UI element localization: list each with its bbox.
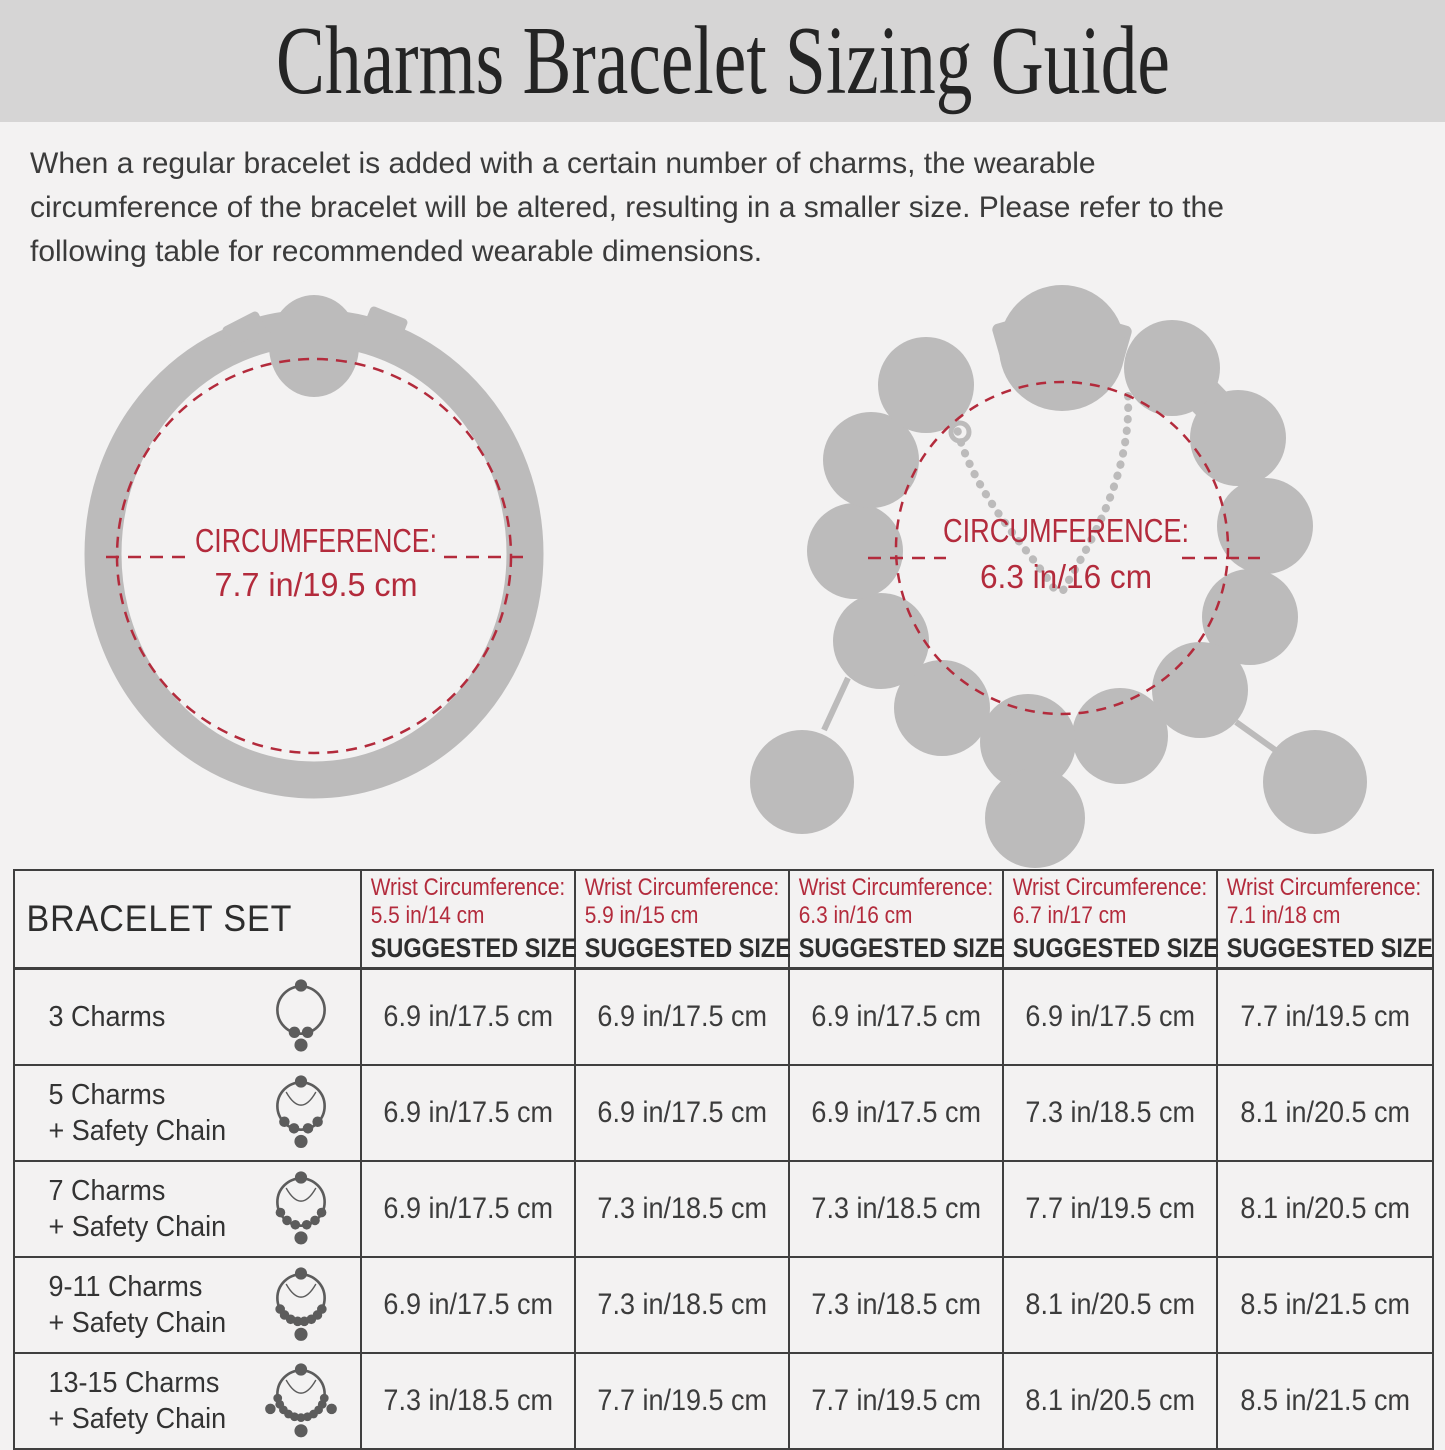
bracelet-set-cell [14, 969, 361, 1066]
circumference-label: CIRCUMFERENCE: [195, 522, 437, 559]
intro-line: circumference of the bracelet will be altered, resulting in a smaller size. Please refer to the [30, 191, 1224, 224]
column-header-wrist-5-9 [575, 870, 789, 969]
bracelet-set-label: 13-15 Charms + Safety Chain [48, 1367, 227, 1435]
circumference-label: CIRCUMFERENCE: [943, 512, 1189, 549]
suggested-size-value: 6.9 in/17.5 cm [811, 1096, 981, 1129]
table-row [14, 1353, 1433, 1449]
bracelet-set-cell [14, 1065, 361, 1161]
circumference-value: 6.3 in/16 cm [980, 558, 1152, 595]
column-header-wrist-5-5 [361, 870, 575, 969]
bracelet-set-label: 5 Charms + Safety Chain [48, 1079, 227, 1147]
bracelet-set-header: BRACELET SET [14, 870, 361, 969]
circumference-value: 7.7 in/19.5 cm [214, 566, 418, 603]
suggested-size-value: 7.7 in/19.5 cm [1025, 1192, 1195, 1225]
suggested-size-value: 6.9 in/17.5 cm [383, 1000, 553, 1033]
table-row [14, 1065, 1433, 1161]
wrist-circumference-value: 5.9 in/15 cm [584, 902, 699, 929]
bracelet-13-15-charms-safety-chain-icon [242, 1356, 360, 1446]
column-header-wrist-6-3 [789, 870, 1003, 969]
bracelet-5-charms-safety-chain-icon [242, 1068, 360, 1158]
wrist-circumference-label: Wrist Circumference: [1012, 874, 1208, 901]
wrist-circumference-label: Wrist Circumference: [798, 874, 994, 901]
wrist-circumference-value: 6.7 in/17 cm [1012, 902, 1127, 929]
suggested-size-value: 7.3 in/18.5 cm [1025, 1096, 1195, 1129]
suggested-size-value: 8.5 in/21.5 cm [1240, 1384, 1410, 1417]
wrist-circumference-value: 5.5 in/14 cm [370, 902, 485, 929]
suggested-size-value: 8.1 in/20.5 cm [1240, 1096, 1410, 1129]
column-header-wrist-6-7 [1003, 870, 1217, 969]
bracelet-9-11-charms-safety-chain-icon [242, 1260, 360, 1350]
table-row [14, 969, 1433, 1066]
charm-clasp-bead [999, 285, 1125, 411]
bracelet-3-charms-icon [242, 972, 360, 1062]
plain-bracelet-diagram [66, 284, 626, 844]
suggested-size-value: 6.9 in/17.5 cm [383, 1192, 553, 1225]
bracelet-set-cell [14, 1257, 361, 1353]
suggested-size-value: 6.9 in/17.5 cm [811, 1000, 981, 1033]
table-row [14, 1257, 1433, 1353]
title-banner [0, 0, 1445, 122]
suggested-size-value: 8.1 in/20.5 cm [1025, 1288, 1195, 1321]
sizing-table [13, 869, 1434, 1450]
bracelet-clasp [269, 295, 359, 397]
intro-line: following table for recommended wearable dimensions. [30, 235, 763, 268]
suggested-size-value: 6.9 in/17.5 cm [597, 1000, 767, 1033]
bracelet-set-label: 3 Charms [48, 1001, 166, 1033]
suggested-size-value: 8.1 in/20.5 cm [1025, 1384, 1195, 1417]
suggested-size-label: SUGGESTED SIZE [1226, 933, 1433, 963]
suggested-size-value: 7.7 in/19.5 cm [597, 1384, 767, 1417]
table-row [14, 1161, 1433, 1257]
suggested-size-value: 7.7 in/19.5 cm [1240, 1000, 1410, 1033]
suggested-size-value: 7.3 in/18.5 cm [597, 1288, 767, 1321]
bracelet-set-label: 9-11 Charms + Safety Chain [48, 1271, 227, 1339]
suggested-size-value: 7.3 in/18.5 cm [811, 1192, 981, 1225]
column-header-wrist-7-1 [1217, 870, 1433, 969]
intro-paragraph [30, 142, 1445, 274]
dangle-charm-bottom [985, 768, 1085, 868]
suggested-size-value: 6.9 in/17.5 cm [1025, 1000, 1195, 1033]
dangle-charm-left [750, 678, 854, 834]
bracelet-set-label: 7 Charms + Safety Chain [48, 1175, 227, 1243]
wrist-circumference-label: Wrist Circumference: [370, 874, 566, 901]
wrist-circumference-label: Wrist Circumference: [1226, 874, 1422, 901]
bracelet-set-cell [14, 1353, 361, 1449]
wrist-circumference-label: Wrist Circumference: [584, 874, 780, 901]
wrist-circumference-value: 7.1 in/18 cm [1226, 902, 1341, 929]
intro-line: When a regular bracelet is added with a certain number of charms, the wearable [30, 147, 1096, 180]
suggested-size-value: 7.7 in/19.5 cm [811, 1384, 981, 1417]
charm-bracelet-diagram [730, 270, 1430, 870]
suggested-size-value: 8.1 in/20.5 cm [1240, 1192, 1410, 1225]
suggested-size-label: SUGGESTED SIZE [798, 933, 1005, 963]
suggested-size-label: SUGGESTED SIZE [370, 933, 577, 963]
table-header-row [14, 870, 1433, 969]
bracelet-7-charms-safety-chain-icon [242, 1164, 360, 1254]
suggested-size-label: SUGGESTED SIZE [1012, 933, 1219, 963]
wrist-circumference-value: 6.3 in/16 cm [798, 902, 913, 929]
page-title: Charms Bracelet Sizing Guide [275, 6, 1170, 116]
suggested-size-value: 7.3 in/18.5 cm [811, 1288, 981, 1321]
diagrams-section [0, 274, 1445, 869]
suggested-size-value: 7.3 in/18.5 cm [597, 1192, 767, 1225]
suggested-size-value: 6.9 in/17.5 cm [383, 1096, 553, 1129]
dangle-charm-right [1236, 722, 1367, 834]
suggested-size-value: 6.9 in/17.5 cm [383, 1288, 553, 1321]
bracelet-set-cell [14, 1161, 361, 1257]
suggested-size-value: 8.5 in/21.5 cm [1240, 1288, 1410, 1321]
suggested-size-label: SUGGESTED SIZE [584, 933, 791, 963]
suggested-size-value: 6.9 in/17.5 cm [597, 1096, 767, 1129]
suggested-size-value: 7.3 in/18.5 cm [383, 1384, 553, 1417]
